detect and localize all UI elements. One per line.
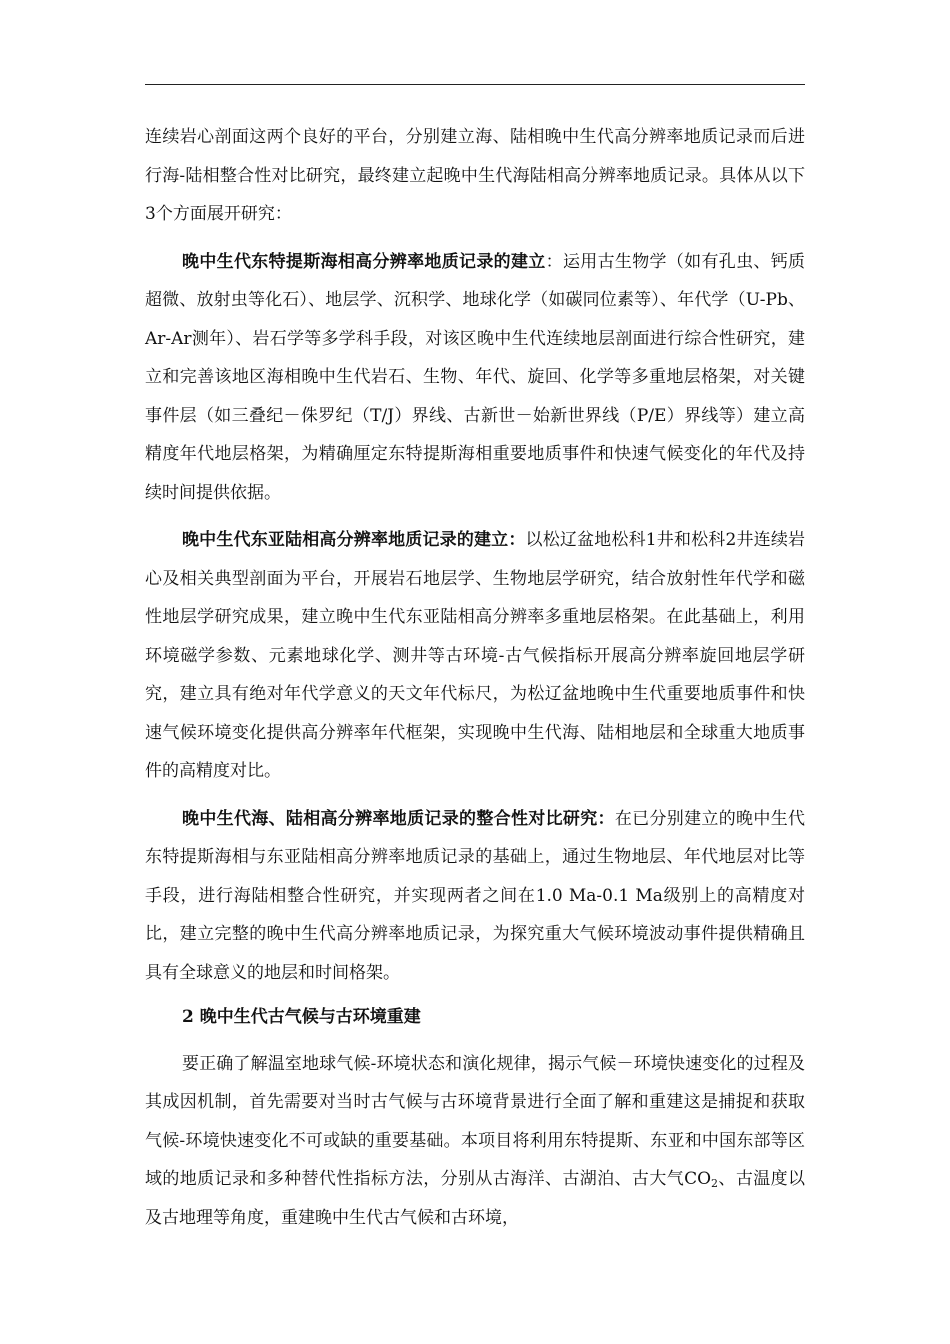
section-body-continental: 以松辽盆地松科1井和松科2井连续岩心及相关典型剖面为平台，开展岩石地层学、生物地层学研究，结合放射性年代学和磁性地层学研究成果，建立晚中生代东亚陆相高分辨率多重地层格架。在此基础上，利用环境磁学参数、元素地球化学、测井等古环境-古气候指标开展高分辨率旋回地层学研究，建立具有绝对年代学意义的天文年代标尺，为松辽盆地晚中生代重要地质事件和快速气候环境变化提供高分辨率年代框架，实现晚中生代海、陆相地层和全球重大地质事件的高精度对比。 (145, 530, 806, 781)
paleoclimate-text-1: 要正确了解温室地球气候-环境状态和演化规律，揭示气候－环境快速变化的过程及其成因机制，首先需要对当时古气候与古环境背景进行全面了解和重建这是捕捉和获取气候-环境快速变化不可或缺的重要基础。本项目将利用东特提斯、东亚和中国东部等区域的地质记录和多种替代性指标方法，分别从古海洋、古湖泊、古大气CO (145, 1053, 805, 1189)
paleoclimate-text-2: 、古温度以及古地理等角度，重建晚中生代古气候和古环境， (145, 1169, 805, 1228)
section-heading-2: 2 晚中生代古气候与古环境重建 (182, 1007, 421, 1027)
paleoclimate-paragraph (145, 1045, 805, 1238)
header-rule (145, 84, 805, 85)
section-title-separator: ： (545, 251, 563, 272)
section-paragraph-marine (145, 243, 805, 513)
co2-subscript: 2 (711, 1177, 719, 1190)
section-paragraph-integration (145, 800, 805, 993)
section-title-continental: 晚中生代东亚陆相高分辨率地质记录的建立： (182, 530, 526, 550)
section-title-marine: 晚中生代东特提斯海相高分辨率地质记录的建立 (182, 251, 546, 272)
section-paragraph-continental (145, 521, 805, 791)
section-title-integration: 晚中生代海、陆相高分辨率地质记录的整合性对比研究： (182, 808, 615, 829)
intro-paragraph: 连续岩心剖面这两个良好的平台，分别建立海、陆相晚中生代高分辨率地质记录而后进行海-陆相整合性对比研究，最终建立起晚中生代海陆相高分辨率地质记录。具体从以下3个方面展开研究： (145, 127, 805, 224)
section-body-integration: 在已分别建立的晚中生代东特提斯海相与东亚陆相高分辨率地质记录的基础上，通过生物地层、年代地层对比等手段，进行海陆相整合性研究，并实现两者之间在1.0 Ma-0.1 Ma级别上的高精度对比，建立完整的晚中生代高分辨率地质记录，为探究重大气候环境波动事件提供精确且具有全球意义的地层和时间格架。 (145, 808, 806, 983)
section-body-marine: 运用古生物学（如有孔虫、钙质超微、放射虫等化石）、地层学、沉积学、地球化学（如碳同位素等）、年代学（U-Pb、Ar-Ar测年）、岩石学等多学科手段，对该区晚中生代连续地层剖面进行综合性研究，建立和完善该地区海相晚中生代岩石、生物、年代、旋回、化学等多重地层格架，对关键事件层（如三叠纪－侏罗纪（T/J）界线、古新世－始新世界线（P/E）界线等）建立高精度年代地层格架，为精确厘定东特提斯海相重要地质事件和快速气候变化的年代及持续时间提供依据。 (145, 251, 806, 503)
page-body (145, 118, 805, 1237)
